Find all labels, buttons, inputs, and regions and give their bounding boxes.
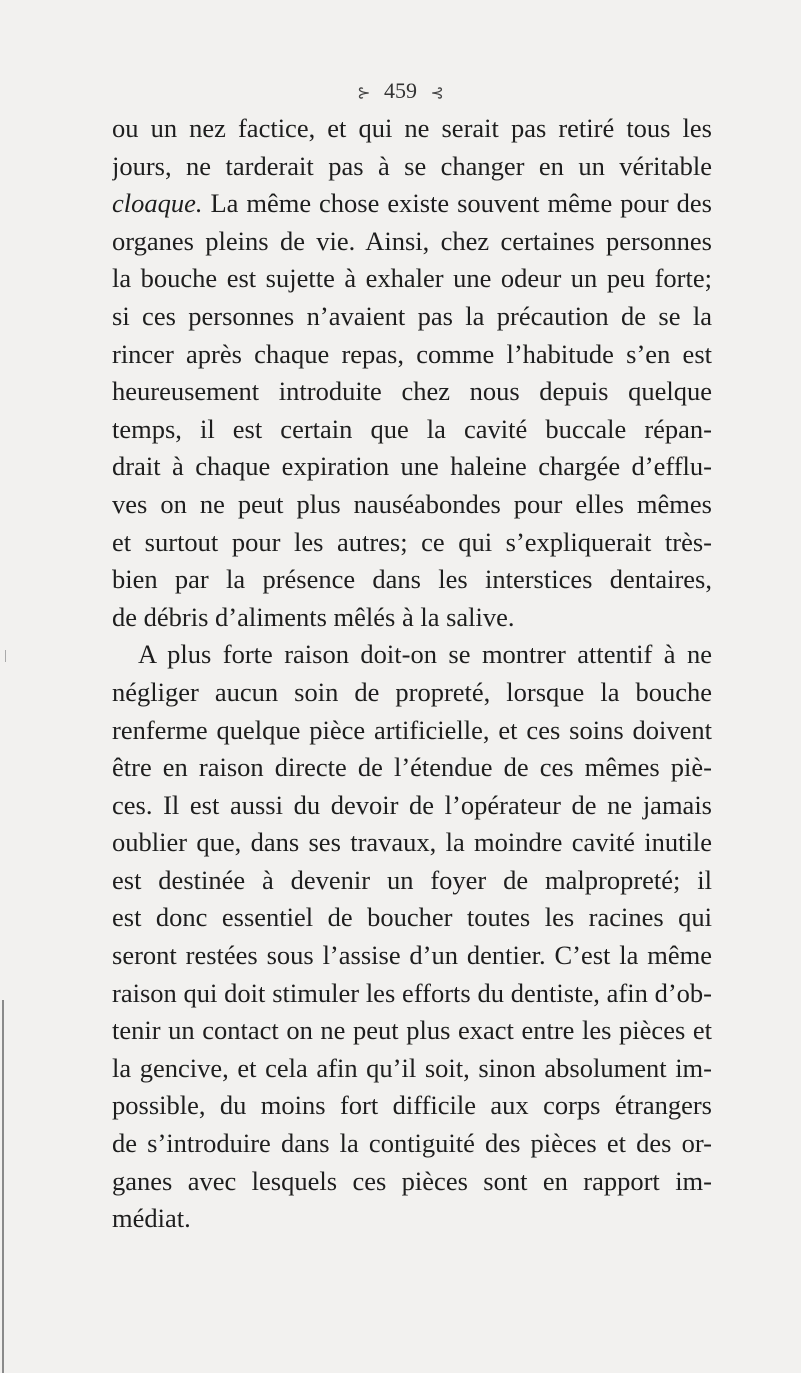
text-line: rincer après chaque repas, comme l’habitude s’en est <box>112 338 712 369</box>
text-line: seront restées sous l’assise d’un dentier. C’est la même <box>112 940 712 971</box>
edge-mark <box>5 650 6 662</box>
text-line: heureusement introduite chez nous depuis quelque <box>112 376 712 407</box>
text-line: et surtout pour les autres; ce qui s’expliquerait très- <box>112 526 712 557</box>
text-line: ou un nez factice, et qui ne serait pas retiré tous les <box>112 113 712 143</box>
text-line: de s’introduire dans la contiguité des pièces et des or- <box>112 1128 712 1159</box>
text-line: tenir un contact on ne peut plus exact entre les pièces et <box>112 1015 712 1046</box>
text-line: si ces personnes n’avaient pas la précaution de se la <box>112 300 712 331</box>
italic-term: cloaque. <box>112 188 203 219</box>
text-line: renferme quelque pièce artificielle, et ces soins doivent <box>112 714 712 745</box>
binding-edge-line <box>2 1000 4 1373</box>
text-line: ves on ne peut plus nauséabondes pour elles mêmes <box>112 488 712 519</box>
text-line: ces. Il est aussi du devoir de l’opérateur de ne jamais <box>112 789 712 820</box>
page-header <box>0 78 801 104</box>
text-line: ganes avec lesquels ces pièces sont en rapport im- <box>112 1165 712 1196</box>
text-line: médiat. <box>112 1203 191 1234</box>
text-line: de débris d’aliments mêlés à la salive. <box>112 601 515 632</box>
body-text <box>112 110 712 1238</box>
text-line: la bouche est sujette à exhaler une odeur un peu forte; <box>112 263 712 294</box>
text-line: raison qui doit stimuler les efforts du dentiste, afin d’ob- <box>112 977 712 1008</box>
text-line: est destinée à devenir un foyer de malpropreté; il <box>112 864 712 895</box>
text-fragment: La même chose existe souvent même pour des <box>202 188 712 219</box>
text-line: la gencive, et cela afin qu’il soit, sinon absolument im- <box>112 1052 712 1083</box>
text-line: temps, il est certain que la cavité buccale répan- <box>112 413 712 444</box>
left-ornament-icon: ⊱ <box>357 85 371 102</box>
text-line: A plus forte raison doit-on se montrer attentif à ne <box>138 639 712 670</box>
text-line <box>112 185 712 223</box>
text-line: possible, du moins fort difficile aux corps étrangers <box>112 1090 712 1121</box>
text-line: drait à chaque expiration une haleine chargée d’efflu- <box>112 451 712 482</box>
text-line: bien par la présence dans les interstices dentaires, <box>112 564 712 595</box>
right-ornament-icon: ⊰ <box>430 85 444 102</box>
page-number: 459 <box>384 78 417 103</box>
text-line: oublier que, dans ses travaux, la moindre cavité inutile <box>112 827 712 858</box>
text-line: est donc essentiel de boucher toutes les racines qui <box>112 902 712 933</box>
text-line: être en raison directe de l’étendue de ces mêmes piè- <box>112 752 712 783</box>
text-line: jours, ne tarderait pas à se changer en un véritable <box>112 150 712 181</box>
text-line: négliger aucun soin de propreté, lorsque la bouche <box>112 676 712 707</box>
text-line: organes pleins de vie. Ainsi, chez certaines personnes <box>112 225 712 256</box>
